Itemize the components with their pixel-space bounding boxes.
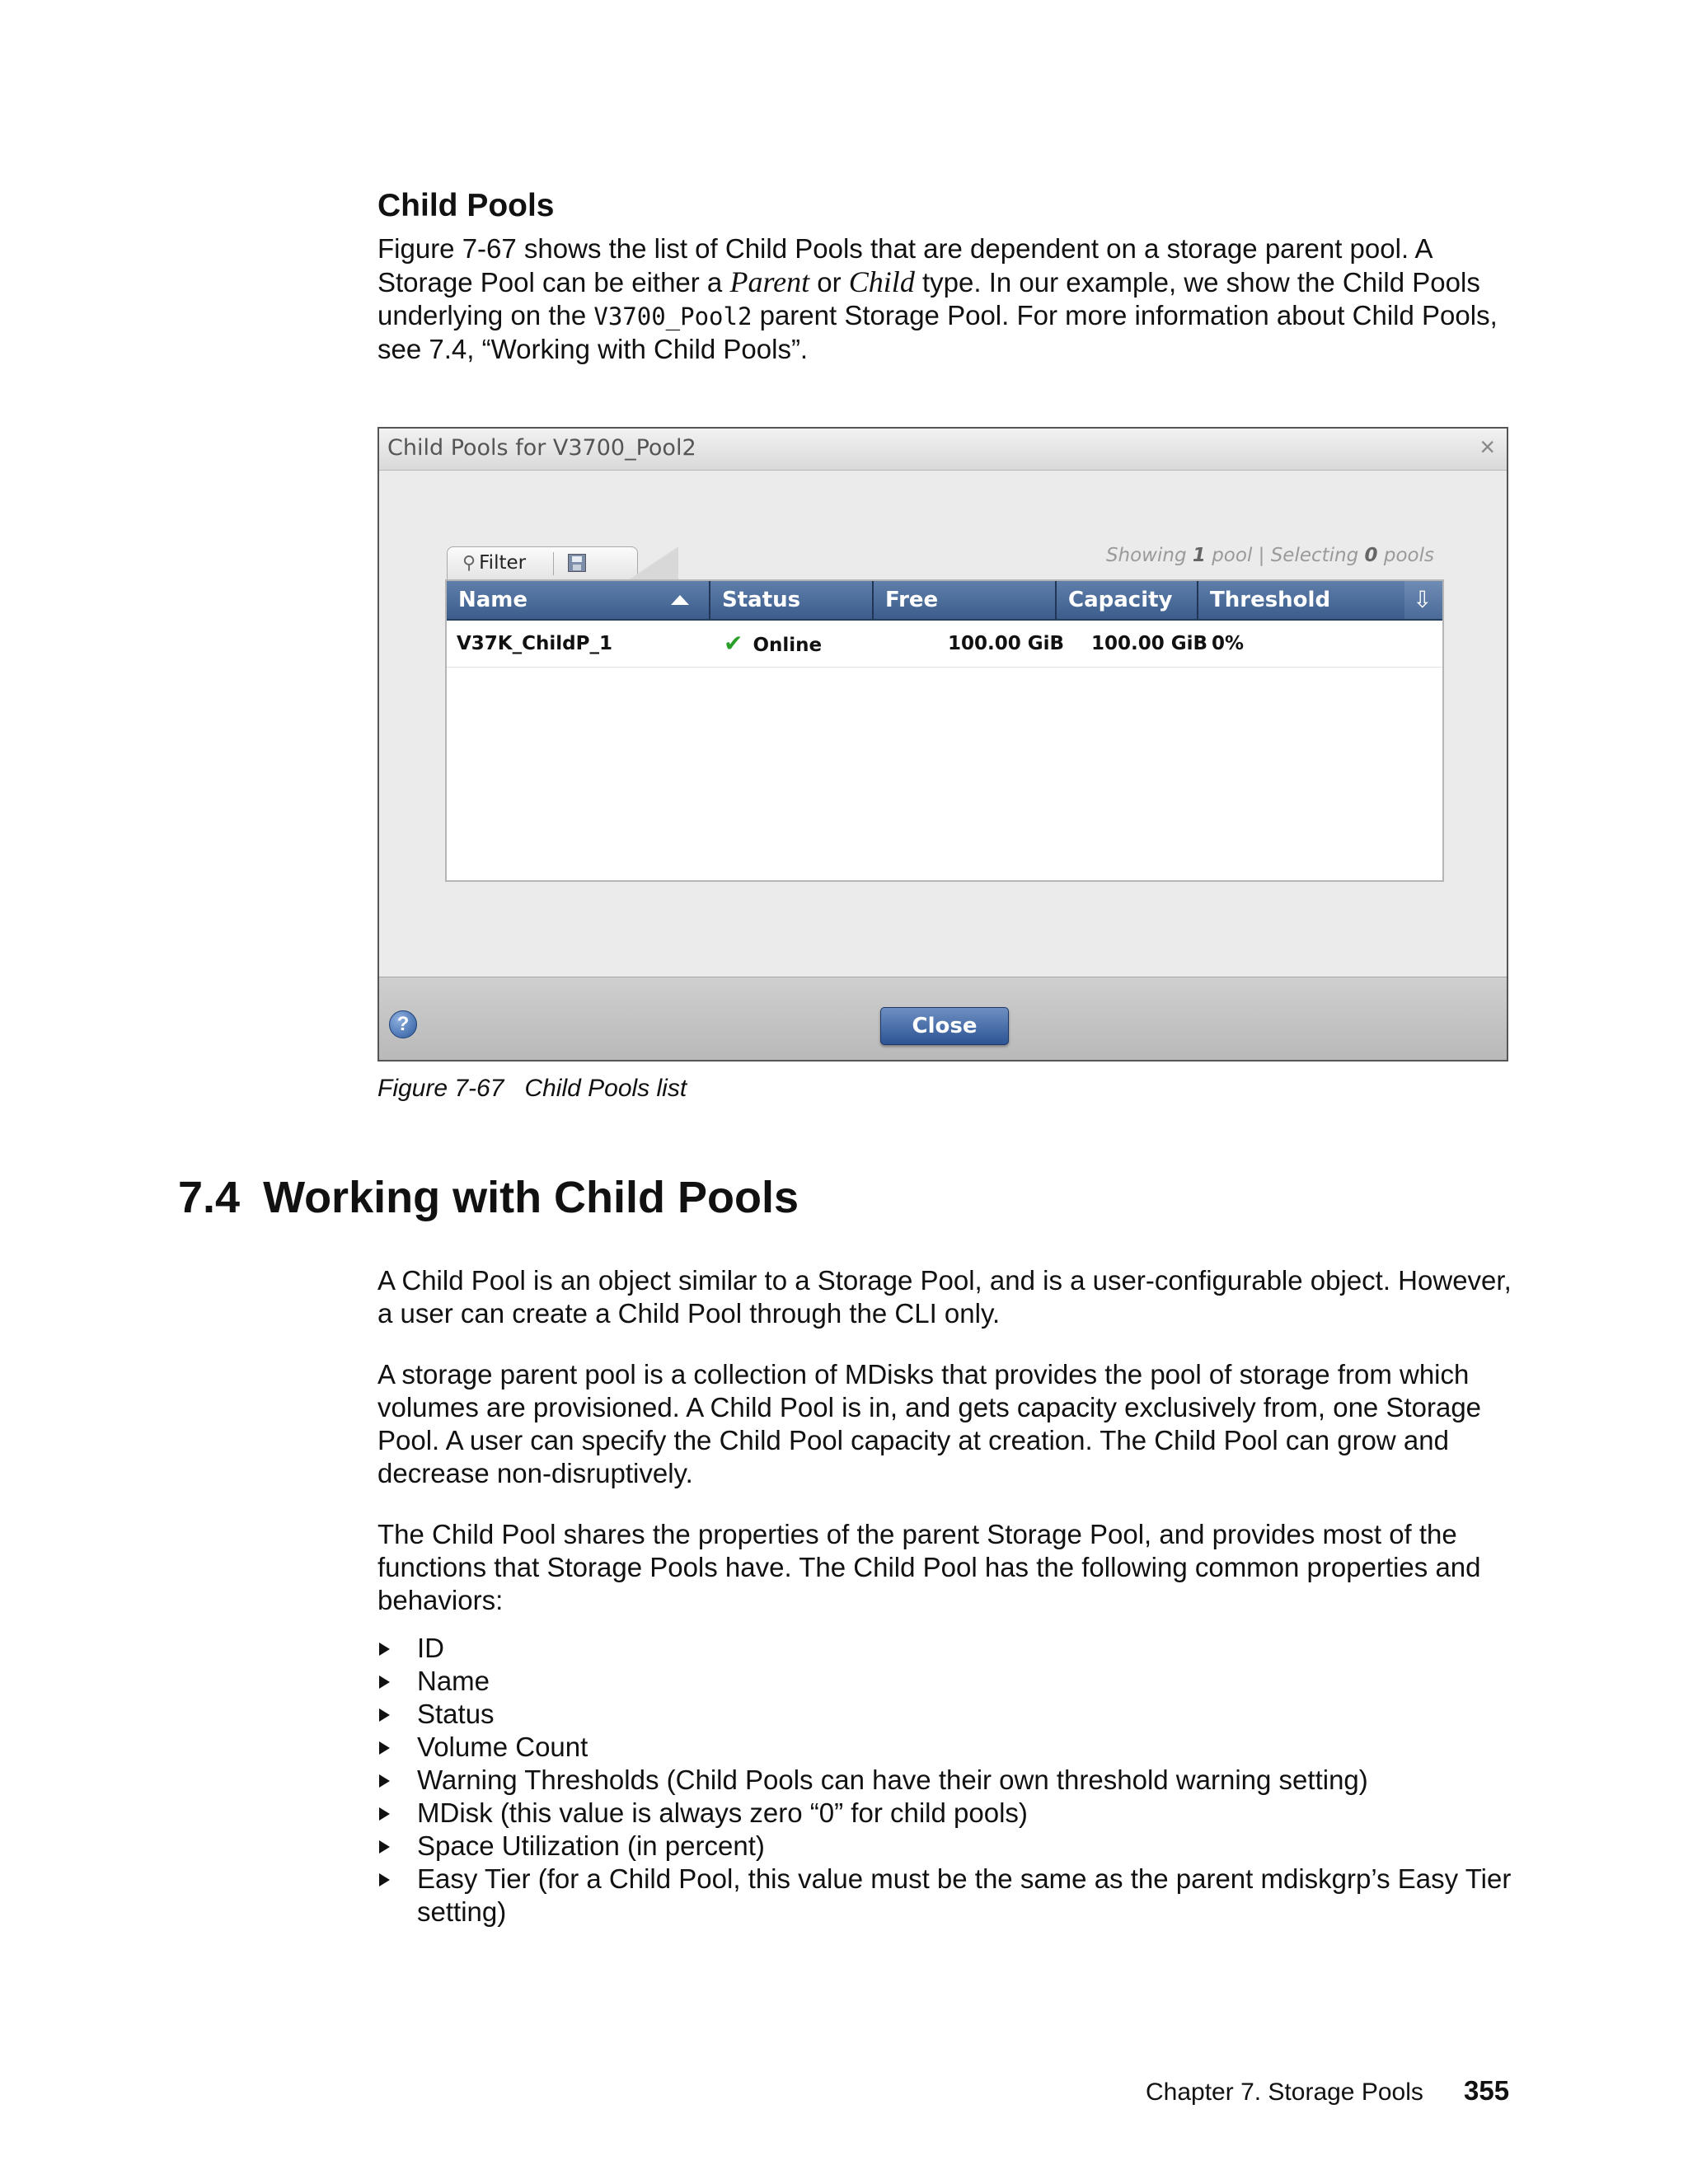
list-item: Space Utilization (in percent) [377,1830,1515,1863]
list-item: ID [377,1632,1515,1665]
status-text: Online [753,635,823,656]
close-icon[interactable]: × [1479,432,1495,462]
intro-text-2: or [809,267,849,298]
dialog-footer [379,977,1507,1060]
figure-caption [377,1075,687,1103]
cell-name: V37K_ChildP_1 [457,633,612,654]
toolbar-divider [553,552,554,575]
intro-pool-code: V3700_Pool2 [593,302,753,330]
column-header-capacity[interactable]: Capacity [1057,581,1198,619]
properties-list [377,1632,1515,1929]
showing-prefix: Showing [1105,545,1193,566]
cell-capacity: 100.00 GiB [1091,633,1208,654]
pool-count: 1 [1192,545,1206,566]
column-header-label: Name [458,588,528,612]
section-title [178,1172,799,1223]
intro-paragraph [377,232,1515,366]
showing-suffix: pools [1377,545,1434,566]
dialog-title: Child Pools for V3700_Pool2 [387,435,696,461]
column-header-threshold[interactable]: Threshold [1210,588,1331,612]
table-header [447,581,1442,621]
list-item: MDisk (this value is always zero “0” for child pools) [377,1797,1515,1830]
filter-button[interactable] [462,552,526,574]
intro-text-4: parent Storage Pool. For more information about Child Pools, see 7.4, “Working with Child Pools”. [377,300,1498,364]
save-icon[interactable] [568,554,586,572]
search-icon: ⚲ [462,553,476,574]
close-button[interactable]: Close [880,1007,1009,1045]
list-item: Warning Thresholds (Child Pools can have their own threshold warning setting) [377,1764,1515,1797]
filter-toolbar [447,546,638,580]
column-header-free[interactable]: Free [874,581,1057,619]
list-item: Status [377,1698,1515,1731]
paragraph: A Child Pool is an object similar to a Storage Pool, and is a user-configurable object. However, a user can create a Child Pool through the CLI only. [377,1265,1512,1329]
list-item: Easy Tier (for a Child Pool, this value must be the same as the parent mdiskgrp’s Easy Tier setting) [377,1863,1515,1929]
page-number: 355 [1464,2075,1510,2106]
child-pools-table [445,579,1444,882]
showing-mid: pool | Selecting [1205,545,1365,566]
section-title-text: Working with Child Pools [263,1173,799,1222]
footer-chapter: Chapter 7. Storage Pools [1146,2079,1423,2106]
intro-child-term: Child [848,265,915,298]
list-item: Volume Count [377,1731,1515,1764]
column-chooser-icon: ⇩ [1413,587,1432,612]
cell-status [724,621,822,668]
online-check-icon: ✔ [724,630,743,657]
column-header-status[interactable]: Status [710,581,874,619]
list-item: Name [377,1665,1515,1698]
figure-label: Figure 7-67 [377,1075,504,1102]
paragraph: A storage parent pool is a collection of MDisks that provides the pool of storage from which volumes are provisioned. A Child Pool is in, and gets capacity exclusively from, one Storage Pool. A user can specify the Child Pool capacity at creation. The Child Pool can grow and decrease non-disruptively. [377,1359,1482,1488]
section-heading: Child Pools [377,188,555,223]
dialog-titlebar [379,429,1507,471]
filter-label: Filter [479,552,527,574]
child-pools-dialog [377,427,1508,1062]
selected-count: 0 [1364,545,1378,566]
paragraph: The Child Pool shares the properties of the parent Storage Pool, and provides most of the functions that Storage Pools have. The Child Pool has the following common properties and behaviors: [377,1519,1481,1615]
intro-parent-term: Parent [729,265,810,298]
figure-title: Child Pools list [524,1075,687,1102]
cell-threshold: 0% [1212,633,1245,654]
intro-text-1: Figure 7-67 shows the list of Child Pools that are dependent on a storage parent pool. A Storage Pool can be either a [377,233,1432,298]
sort-ascending-icon [671,595,689,605]
column-header-name[interactable] [447,581,710,619]
table-row[interactable] [447,621,1442,668]
section-number: 7.4 [178,1173,241,1222]
column-chooser-button[interactable] [1404,581,1442,619]
help-icon[interactable]: ? [389,1010,417,1038]
cell-free: 100.00 GiB [948,633,1065,654]
intro-text-3: type. In our example, we show the Child Pools underlying on the [377,267,1480,330]
selection-status [1106,545,1434,566]
